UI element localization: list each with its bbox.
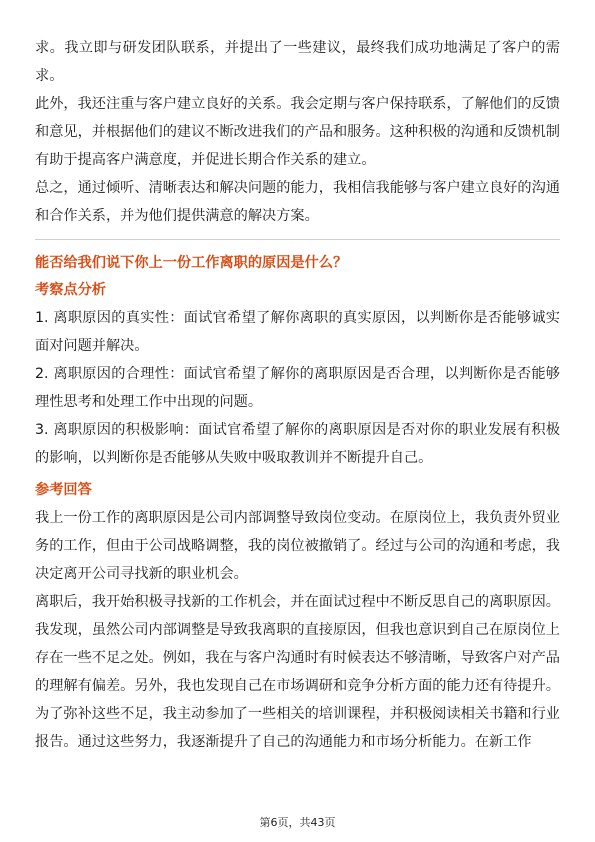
intro-paragraph: 求。我立即与研发团队联系，并提出了一些建议，最终我们成功地满足了客户的需求。 [35, 40, 560, 84]
answer-paragraph: 我上一份工作的离职原因是公司内部调整导致岗位变动。在原岗位上，我负责外贸业务的工作，但由于公司战略调整，我的岗位被撤销了。经过与公司的沟通和考虑，我决定离开公司寻找新的职业机会。 [35, 510, 560, 582]
intro-paragraph: 此外，我还注重与客户建立良好的关系。我会定期与客户保持联系，了解他们的反馈和意见，并根据他们的建议不断改进我们的产品和服务。这种积极的沟通和反馈机制有助于提高客户满意度，并促进长期合作关系的建立。 [35, 96, 560, 168]
analysis-item: 2. 离职原因的合理性：面试官希望了解你的离职原因是否合理，以判断你是否能够理性思考和处理工作中出现的问题。 [35, 366, 560, 410]
analysis-item: 3. 离职原因的积极影响：面试官希望了解你的离职原因是否对你的职业发展有积极的影响，以判断你是否能够从失败中吸取教训并不断提升自己。 [35, 422, 560, 466]
page-footer: 第6页，共43页 [259, 816, 336, 829]
analysis-heading: 考察点分析 [35, 282, 106, 298]
question-title: 能否给我们说下你上一份工作离职的原因是什么？ [35, 255, 348, 271]
analysis-item: 1. 离职原因的真实性：面试官希望了解你离职的真实原因，以判断你是否能够诚实面对问题并解决。 [35, 310, 560, 354]
page-content [35, 34, 560, 756]
answer-paragraph: 为了弥补这些不足，我主动参加了一些相关的培训课程，并积极阅读相关书籍和行业报告。通过这些努力，我逐渐提升了自己的沟通能力和市场分析能力。在新工作 [35, 706, 560, 750]
intro-paragraph: 总之，通过倾听、清晰表达和解决问题的能力，我相信我能够与客户建立良好的沟通和合作关系，并为他们提供满意的解决方案。 [35, 180, 560, 224]
section-divider [35, 239, 560, 240]
answer-paragraph: 离职后，我开始积极寻找新的工作机会，并在面试过程中不断反思自己的离职原因。我发现，虽然公司内部调整是导致我离职的直接原因，但我也意识到自己在原岗位上存在一些不足之处。例如，我在与客户沟通时有时候表达不够清晰，导致客户对产品的理解有偏差。另外，我也发现自己在市场调研和竞争分析方面的能力还有待提升。 [35, 594, 560, 694]
answer-heading: 参考回答 [35, 482, 92, 498]
